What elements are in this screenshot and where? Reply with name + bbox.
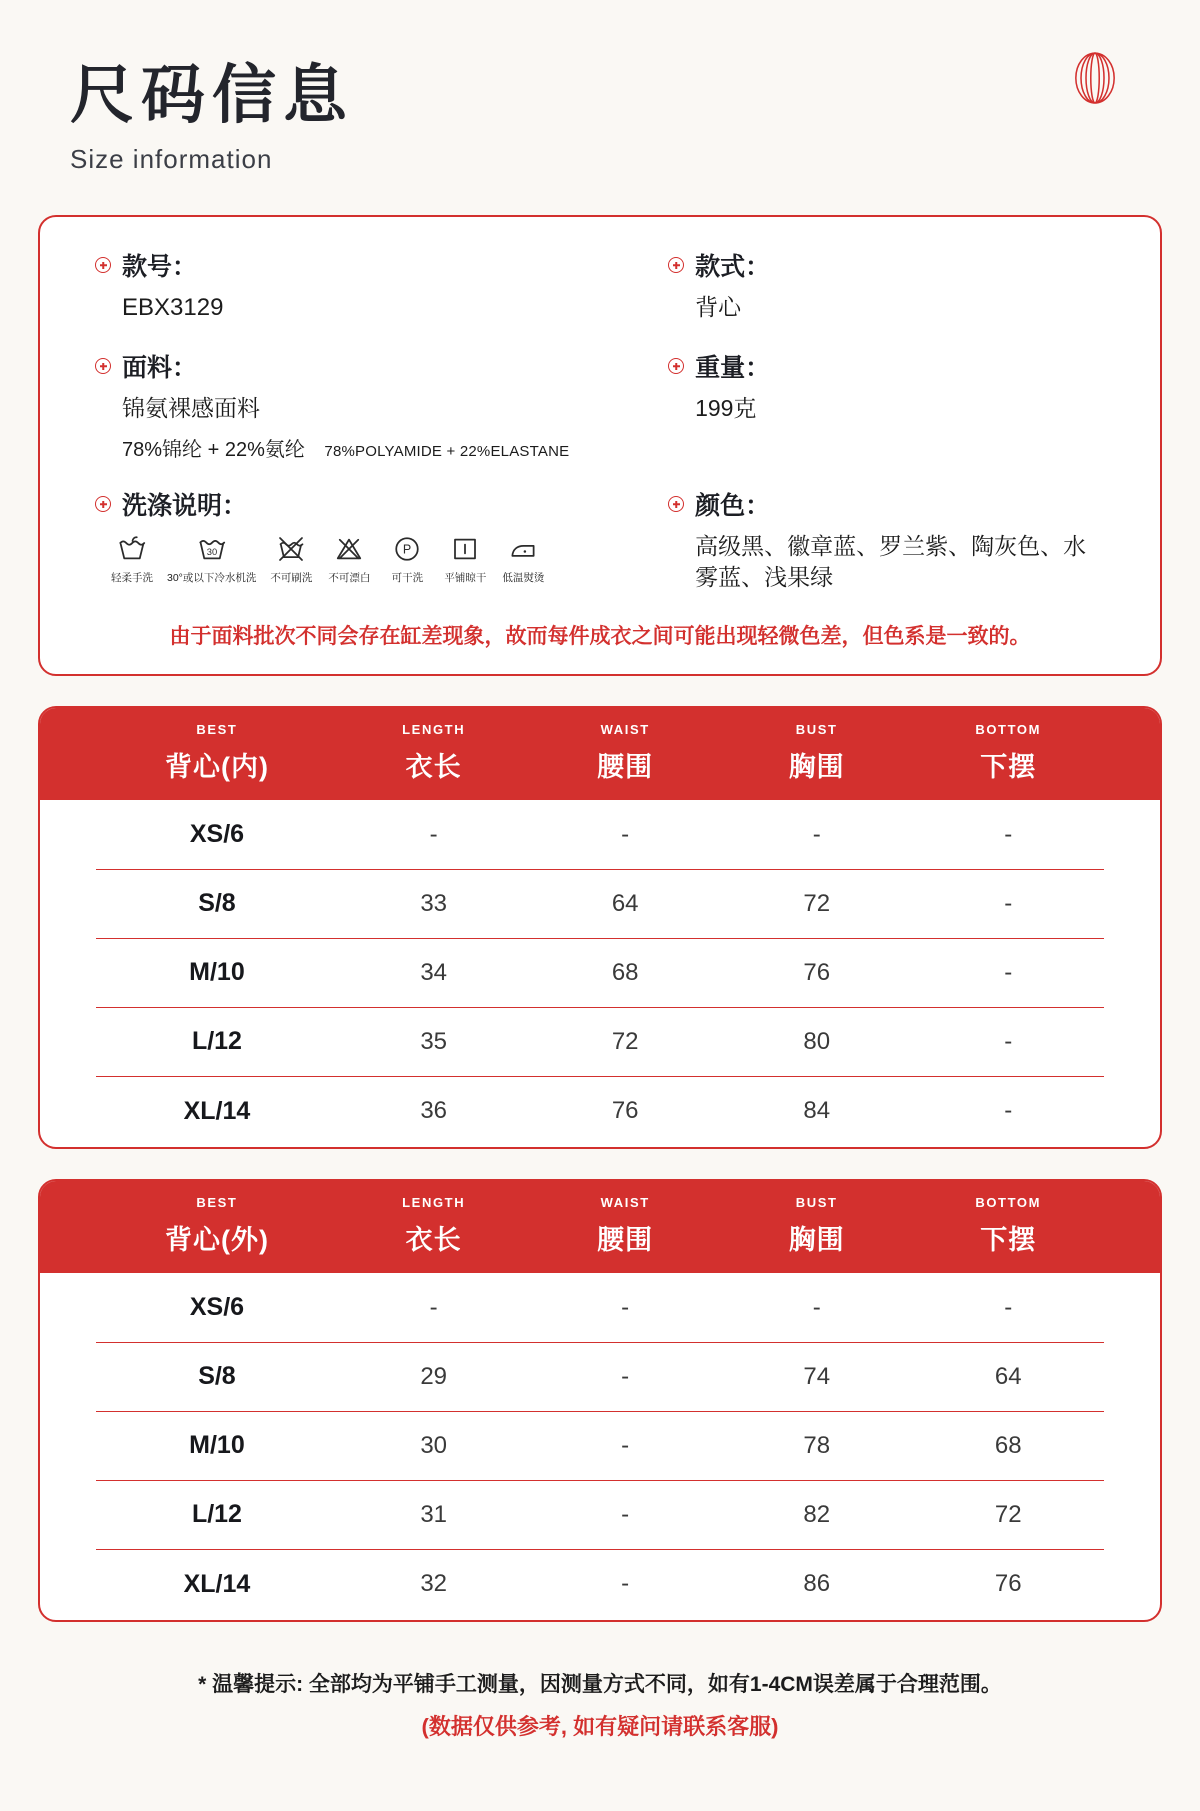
size-cell: XS/6 [189,1293,245,1322]
yarn-coil-icon [1072,50,1118,106]
value-cell: 64 [994,1362,1022,1390]
value-cell: - [812,820,821,848]
weight-value: 199克 [695,395,757,422]
product-info-card [38,215,1162,676]
flat-dry-icon [450,534,480,564]
column-zh: 腰围 [597,751,654,782]
washcare-label: 洗涤说明： [122,492,248,521]
table-row [96,939,1104,1008]
svg-text:P: P [403,542,412,557]
product-info-grid [95,247,1105,594]
table-title-en: BEST [196,721,238,737]
table-header [40,1181,1160,1273]
column-en: BOTTOM [975,721,1042,737]
size-table-vest-outer [38,1179,1162,1622]
washcare-caption: 可干洗 [391,572,424,585]
value-cell: 68 [994,1431,1022,1459]
column-header-bottom [912,1195,1104,1257]
table-row [96,1481,1104,1550]
value-cell: 35 [420,1027,448,1055]
size-cell: S/8 [198,889,236,918]
color-difference-notice: 由于面料批次不同会存在缸差现象，故而每件成衣之间可能出现轻微色差，但色系是一致的。 [169,624,1031,648]
size-cell: XL/14 [183,1569,251,1598]
value-cell: 33 [420,889,448,917]
size-cell: XS/6 [189,820,245,849]
washcare-item [326,534,372,585]
style-label: 款式： [695,253,771,281]
column-en: LENGTH [402,1194,466,1210]
field-style [668,247,1105,324]
value-cell: 76 [803,958,831,986]
table-row [96,1274,1104,1343]
value-cell: - [1004,820,1013,848]
value-cell: - [429,1293,438,1321]
page-header [0,44,1200,175]
column-en: BUST [795,1194,838,1210]
washcare-caption: 平铺晾干 [444,572,487,585]
value-cell: 34 [420,958,448,986]
dry-clean-icon [392,534,422,564]
table-row [96,1077,1104,1146]
column-zh: 胸围 [788,751,845,782]
size-cell: M/10 [189,1431,245,1460]
table-body [40,800,1160,1147]
no-bleach-icon [334,534,364,564]
value-cell: 36 [420,1097,448,1125]
washcare-caption: 低温熨烫 [502,572,545,585]
value-cell: 74 [803,1362,831,1390]
column-zh: 下摆 [980,751,1037,782]
washcare-icons-row [109,534,628,585]
size-cell: XL/14 [183,1096,251,1125]
column-en: WAIST [600,721,650,737]
machine-wash-30-icon [197,534,227,564]
table-header [40,708,1160,800]
field-style-number [95,247,628,324]
reference-tip: (数据仅供参考, 如有疑问请联系客服) [421,1713,779,1739]
size-cell: S/8 [198,1362,236,1391]
washcare-label-row [95,486,628,522]
color-label: 颜色： [695,492,771,521]
field-color [668,486,1105,593]
value-cell: 78 [803,1431,831,1459]
value-cell: 84 [803,1097,831,1125]
value-cell: - [1004,1097,1013,1125]
washcare-caption: 轻柔手洗 [111,572,153,585]
table-row [96,1412,1104,1481]
table-row [96,870,1104,939]
plus-circle-icon [95,257,111,273]
style-number-label: 款号： [122,253,198,281]
fabric-label: 面料： [122,354,198,383]
fabric-label-row [95,348,628,384]
column-header-length [338,1195,530,1257]
washcare-item [268,534,314,585]
washcare-caption: 30°或以下冷水机洗 [167,572,257,585]
column-en: BUST [795,721,838,737]
washcare-caption: 不可漂白 [328,572,371,585]
column-zh: 衣长 [405,1224,462,1255]
measurement-tip: * 温馨提示: 全部均为平铺手工测量，因测量方式不同，如有1-4CM误差属于合理范围。 [198,1672,1002,1696]
value-cell: 29 [420,1362,448,1390]
size-cell: M/10 [189,958,245,987]
size-cell: L/12 [191,1027,242,1056]
washcare-caption: 不可刷洗 [270,572,313,585]
style-number-label-row [95,247,628,283]
washcare-item [167,534,256,585]
table-title-zh: 背心(内) [164,751,269,782]
field-weight [668,348,1105,462]
fabric-composition-en: 78%POLYAMIDE + 22%ELASTANE [324,443,570,461]
value-cell: 30 [420,1431,448,1459]
value-cell: - [621,1362,630,1390]
washcare-item [109,534,155,585]
value-cell: - [1004,1293,1013,1321]
column-zh: 下摆 [980,1224,1037,1255]
hand-wash-icon [117,534,147,564]
value-cell: 72 [611,1027,639,1055]
value-cell: - [621,1431,630,1459]
value-cell: - [812,1293,821,1321]
column-en: BOTTOM [975,1194,1042,1210]
svg-text:30: 30 [206,547,217,558]
field-fabric [95,348,628,462]
table-title-en: BEST [196,1194,238,1210]
value-cell: - [1004,889,1013,917]
value-cell: 76 [611,1097,639,1125]
value-cell: - [621,1500,630,1528]
color-label-row [668,486,1105,522]
column-en: LENGTH [402,721,466,737]
column-header-length [338,722,530,784]
column-zh: 胸围 [788,1224,845,1255]
washcare-item [500,534,546,585]
value-cell: 72 [994,1500,1022,1528]
style-number-value: EBX3129 [122,294,224,321]
plus-circle-icon [668,257,684,273]
value-cell: 68 [611,958,639,986]
color-value: 高级黑、徽章蓝、罗兰紫、陶灰色、水雾蓝、浅果绿 [695,533,1087,591]
value-cell: - [621,1293,630,1321]
value-cell: - [621,820,630,848]
field-washcare [95,486,628,593]
fabric-name: 锦氨裸感面料 [122,395,260,422]
value-cell: - [1004,1027,1013,1055]
table-title-zh: 背心(外) [164,1224,269,1255]
plus-circle-icon [668,496,684,512]
weight-label: 重量： [695,354,771,383]
style-label-row [668,247,1105,283]
washcare-item [442,534,488,585]
column-header-bust [721,722,913,784]
table-body [40,1273,1160,1620]
value-cell: 64 [611,889,639,917]
size-cell: L/12 [191,1500,242,1529]
value-cell: 32 [420,1570,448,1598]
style-value: 背心 [695,294,742,320]
value-cell: 86 [803,1570,831,1598]
weight-label-row [668,348,1105,384]
table-row [96,1550,1104,1619]
washcare-item [384,534,430,585]
value-cell: 31 [420,1500,448,1528]
plus-circle-icon [95,496,111,512]
column-header-waist [529,1195,721,1257]
fabric-composition-zh: 78%锦纶 + 22%氨纶 [122,439,305,462]
column-header-waist [529,722,721,784]
size-table-vest-inner [38,706,1162,1149]
column-en: WAIST [600,1194,650,1210]
table-title-cell [96,722,338,784]
table-row [96,1343,1104,1412]
low-iron-icon [508,534,538,564]
table-row [96,1008,1104,1077]
table-row [96,801,1104,870]
column-zh: 衣长 [405,751,462,782]
value-cell: - [429,820,438,848]
fabric-composition [122,433,628,462]
plus-circle-icon [668,358,684,374]
value-cell: - [1004,958,1013,986]
value-cell: - [621,1570,630,1598]
plus-circle-icon [95,358,111,374]
column-header-bust [721,1195,913,1257]
no-scrub-icon [276,534,306,564]
value-cell: 76 [994,1570,1022,1598]
column-zh: 腰围 [597,1224,654,1255]
page-subtitle: Size information [70,144,273,174]
value-cell: 82 [803,1500,831,1528]
column-header-bottom [912,722,1104,784]
table-title-cell [96,1195,338,1257]
page-title: 尺码信息 [70,59,354,131]
value-cell: 72 [803,889,831,917]
value-cell: 80 [803,1027,831,1055]
